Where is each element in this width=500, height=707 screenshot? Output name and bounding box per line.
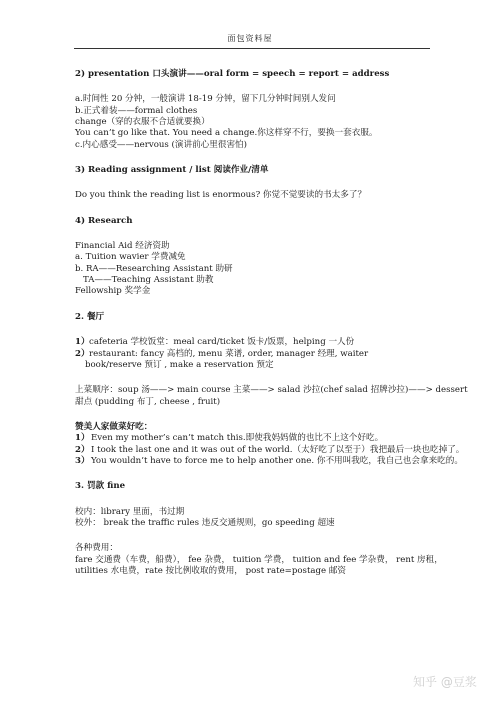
text-line: TA——Teaching Assistant 助教: [83, 275, 214, 286]
section-reading-heading: 3) Reading assignment / list 阅读作业/清单: [75, 165, 269, 176]
text-line: a.时间性 20 分钟，一般演讲 18-19 分钟，留下几分钟时间别人发问: [75, 94, 336, 105]
document-body: [75, 69, 468, 577]
text-line: 上菜顺序：soup 汤——> main course 主菜——> salad 沙拉(chef salad 招牌沙拉)——> dessert: [75, 385, 468, 396]
list-item: [75, 444, 465, 456]
text-line: 各种费用：: [75, 543, 118, 554]
text-line: You can’t go like that. You need a change.你这样穿不行，要换一套衣服。: [75, 128, 378, 139]
list-number: 1）: [75, 433, 90, 444]
text-line: 校外： break the traffic rules 违反交通规则，go speeding 超速: [75, 517, 335, 528]
text-line: c.内心感受——nervous (演讲前心里很害怕): [75, 139, 247, 150]
list-number: 2）: [75, 348, 90, 359]
text-line: fare 交通费（车费，船费）， fee 杂费， tuition 学费， tuition and fee 学杂费， rent 房租，: [75, 554, 443, 565]
page-header-title: 面包资料屋: [227, 34, 273, 43]
text-line: I took the last one and it was out of the world.（太好吃了以至于）我把最后一块也吃掉了。: [91, 444, 465, 455]
text-line: restaurant: fancy 高档的, menu 菜谱, order, manager 经理, waiter: [89, 348, 369, 359]
text-line: book/reserve 预订 , make a reservation 预定: [85, 359, 274, 370]
list-item: [75, 455, 463, 467]
text-line: cafeteria 学校饭堂：meal card/ticket 饭卡/饭票，helping 一人份: [89, 337, 355, 348]
text-line: Do you think the reading list is enormous? 你觉不觉要读的书太多了？: [75, 190, 367, 201]
text-line: utilities 水电费，rate 按比例收取的费用， post rate=postage 邮资: [75, 565, 347, 576]
list-item: [75, 337, 435, 348]
section-research-heading: 4) Research: [75, 215, 133, 226]
text-line: 校内：library 里面，书过期: [75, 506, 185, 517]
list-item: [75, 349, 435, 360]
text-line: You wouldn’t have to force me to help another one. 你不用叫我吃，我自己也会拿来吃的。: [91, 455, 463, 466]
header-divider: [74, 48, 430, 49]
zhihu-watermark: 知乎 @豆浆: [413, 675, 477, 689]
section-restaurant-heading: 2. 餐厅: [75, 311, 105, 322]
list-number: 2）: [75, 444, 90, 455]
text-line: a. Tuition wavier 学费减免: [75, 252, 186, 263]
list-item: [75, 433, 435, 444]
section-fine-heading: 3. 罚款 fine: [75, 481, 126, 492]
text-line: 甜点 (pudding 布丁, cheese , fruit): [75, 396, 221, 407]
section-presentation-heading: 2) presentation 口头演讲——oral form = speech = report = address: [75, 69, 390, 79]
text-line: change（穿的衣服不合适就要换）: [75, 117, 210, 128]
text-line: Fellowship 奖学金: [75, 286, 151, 297]
text-line: b.正式着装——formal clothes: [75, 105, 198, 116]
compliment-heading: 赞美人家做菜好吃：: [75, 421, 153, 432]
text-line: Even my mother’s can’t match this.即使我妈妈做的也比不上这个好吃。: [91, 433, 384, 444]
list-number: 1）: [75, 337, 90, 348]
list-number: 3）: [75, 455, 90, 466]
text-line: Financial Aid 经济资助: [75, 241, 170, 252]
text-line: b. RA——Researching Assistant 助研: [75, 263, 233, 274]
